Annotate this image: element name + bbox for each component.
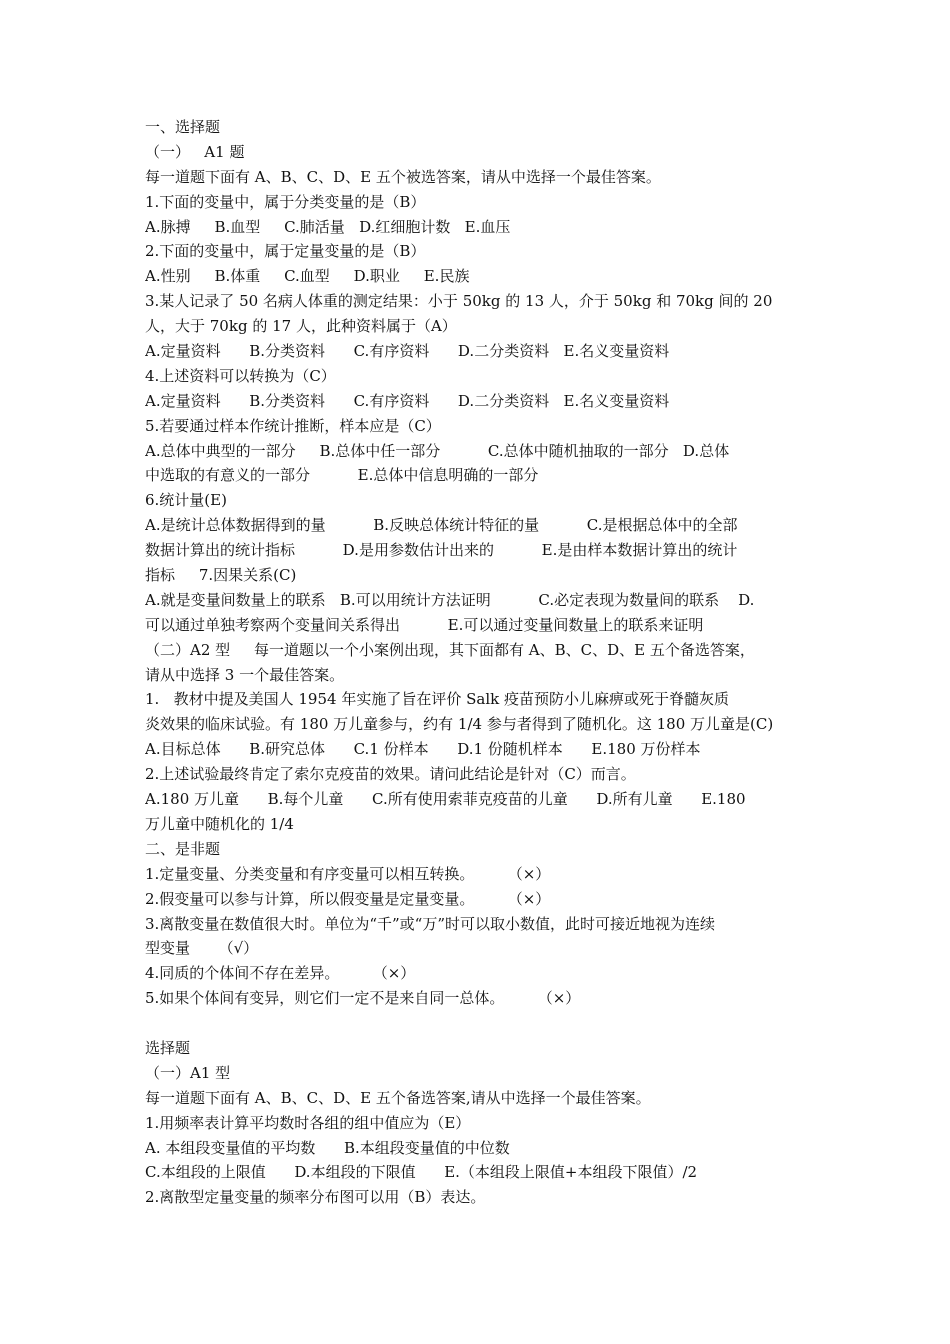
text-line: 1.下面的变量中，属于分类变量的是（B）: [145, 192, 426, 211]
text-line: A.脉搏 B.血型 C.肺活量 D.红细胞计数 E.血压: [145, 217, 511, 236]
text-line: 型变量 （√）: [145, 939, 259, 958]
text-line: 一、选择题: [145, 118, 221, 136]
text-line: 6.统计量(E): [145, 491, 227, 510]
text-line: C.本组段的上限值 D.本组段的下限值 E.（本组段上限值+本组段下限值）/2: [145, 1163, 698, 1182]
text-line: 2.假变量可以参与计算，所以假变量是定量变量。 （×）: [145, 889, 551, 908]
text-line: （一） A1 题: [145, 142, 245, 161]
text-line: 1. 教材中提及美国人 1954 年实施了旨在评价 Salk 疫苗预防小儿麻痹或死于脊髓灰质: [145, 690, 729, 709]
text-line: A. 本组段变量值的平均数 B.本组段变量值的中位数: [145, 1138, 510, 1157]
text-line: 2.离散型定量变量的频率分布图可以用（B）表达。: [145, 1188, 486, 1207]
text-line: 选择题: [145, 1038, 191, 1057]
text-line: 万儿童中随机化的 1/4: [145, 814, 294, 833]
text-line: 4.同质的个体间不存在差异。 （×）: [145, 964, 416, 983]
text-line: 1.用频率表计算平均数时各组的组中值应为（E）: [145, 1113, 471, 1132]
text-line: A.180 万儿童 B.每个儿童 C.所有使用索菲克疫苗的儿童 D.所有儿童 E.180: [145, 790, 746, 809]
text-line: 2.上述试验最终肯定了索尔克疫苗的效果。请问此结论是针对（C）而言。: [145, 765, 636, 784]
text-line: 人，大于 70kg 的 17 人，此种资料属于（A）: [145, 317, 457, 336]
text-line: A.目标总体 B.研究总体 C.1 份样本 D.1 份随机样本 E.180 万份样本: [145, 740, 701, 759]
text-line: 二、是非题: [145, 839, 221, 858]
text-line: 中选取的有意义的一部分 E.总体中信息明确的一部分: [145, 466, 539, 485]
text-line: 每一道题下面有 A、B、C、D、E 五个被选答案，请从中选择一个最佳答案。: [145, 167, 661, 186]
text-line: 5.如果个体间有变异，则它们一定不是来自同一总体。 （×）: [145, 989, 581, 1008]
text-line: A.定量资料 B.分类资料 C.有序资料 D.二分类资料 E.名义变量资料: [145, 342, 670, 361]
text-line: 数据计算出的统计指标 D.是用参数估计出来的 E.是由样本数据计算出的统计: [145, 541, 738, 560]
document-page: [145, 115, 825, 1210]
text-line: A.就是变量间数量上的联系 B.可以用统计方法证明 C.必定表现为数量间的联系 D.: [145, 590, 755, 609]
text-line: A.是统计总体数据得到的量 B.反映总体统计特征的量 C.是根据总体中的全部: [145, 516, 738, 535]
text-line: A.定量资料 B.分类资料 C.有序资料 D.二分类资料 E.名义变量资料: [145, 391, 670, 410]
text-line: 炎效果的临床试验。有 180 万儿童参与，约有 1/4 参与者得到了随机化。这 180 万儿童是(C): [145, 715, 774, 734]
text-line: （二）A2 型 每一道题以一个小案例出现，其下面都有 A、B、C、D、E 五个备选答案，: [145, 640, 755, 659]
text-line: A.性别 B.体重 C.血型 D.职业 E.民族: [145, 267, 470, 286]
text-line: A.总体中典型的一部分 B.总体中任一部分 C.总体中随机抽取的一部分 D.总体: [145, 441, 730, 460]
text-line: 2.下面的变量中，属于定量变量的是（B）: [145, 242, 426, 261]
text-line: 5.若要通过样本作统计推断，样本应是（C）: [145, 416, 441, 435]
text-line: 3.离散变量在数值很大时。单位为“千”或“万”时可以取小数值，此时可接近地视为连续: [145, 914, 715, 933]
text-line: 请从中选择 3 一个最佳答案。: [145, 665, 345, 684]
text-line: 指标 7.因果关系(C): [145, 566, 297, 585]
text-line: （一）A1 型: [145, 1063, 231, 1082]
text-line: 1.定量变量、分类变量和有序变量可以相互转换。 （×）: [145, 864, 551, 883]
text-line: 每一道题下面有 A、B、C、D、E 五个备选答案,请从中选择一个最佳答案。: [145, 1088, 651, 1107]
text-line: 4.上述资料可以转换为（C）: [145, 366, 336, 385]
text-line: 可以通过单独考察两个变量间关系得出 E.可以通过变量间数量上的联系来证明: [145, 615, 704, 634]
text-line: 3.某人记录了 50 名病人体重的测定结果：小于 50kg 的 13 人，介于 50kg 和 70kg 间的 20: [145, 292, 773, 311]
blank-line: [145, 1011, 825, 1036]
